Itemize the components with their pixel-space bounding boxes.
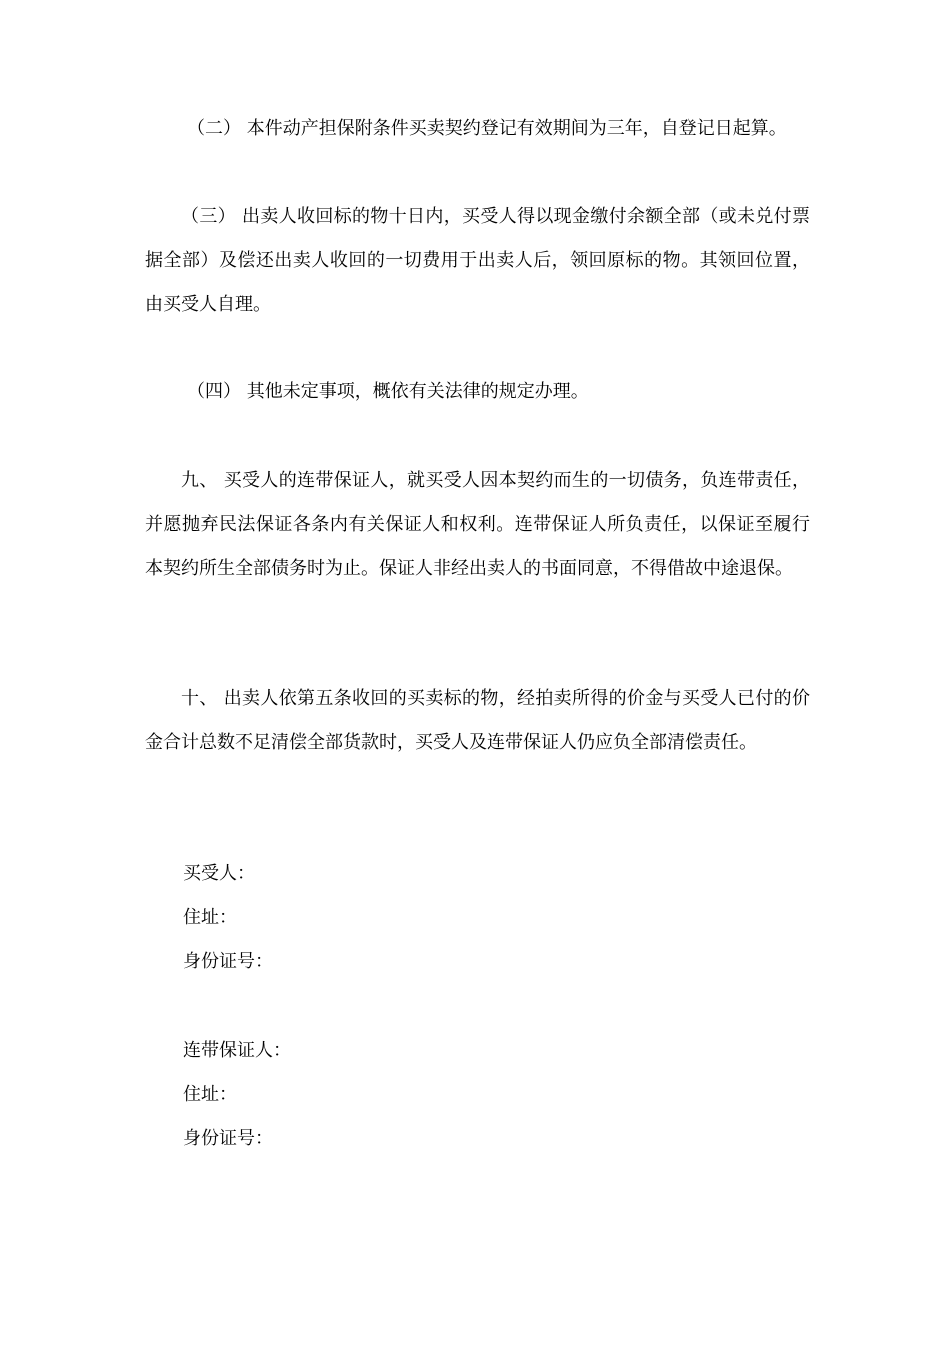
clause-10: 十、 出卖人依第五条收回的买卖标的物，经拍卖所得的价金与买受人已付的价金合计总数不足清偿全部货款时，买受人及连带保证人仍应负全部清偿责任。 (145, 688, 810, 753)
clause-8-2: （二） 本件动产担保附条件买卖契约登记有效期间为三年，自登记日起算。 (187, 118, 787, 139)
buyer-id-label: 身份证号： (183, 951, 273, 972)
guarantor-name-label: 连带保证人： (183, 1040, 291, 1061)
clause-8-4: （四） 其他未定事项，概依有关法律的规定办理。 (187, 381, 589, 402)
guarantor-address-label: 住址： (183, 1084, 237, 1105)
buyer-address-label: 住址： (183, 907, 237, 928)
buyer-name-label: 买受人： (183, 863, 255, 884)
clause-8-3: （三） 出卖人收回标的物十日内，买受人得以现金缴付余额全部（或未兑付票据全部）及偿还出卖人收回的一切费用于出卖人后，领回原标的物。其领回位置，由买受人自理。 (145, 206, 810, 315)
guarantor-id-label: 身份证号： (183, 1128, 273, 1149)
clause-9: 九、 买受人的连带保证人，就买受人因本契约而生的一切债务，负连带责任，并愿抛弃民法保证各条内有关保证人和权利。连带保证人所负责任，以保证至履行本契约所生全部债务时为止。保证人非经出卖人的书面同意，不得借故中途退保。 (145, 470, 810, 579)
